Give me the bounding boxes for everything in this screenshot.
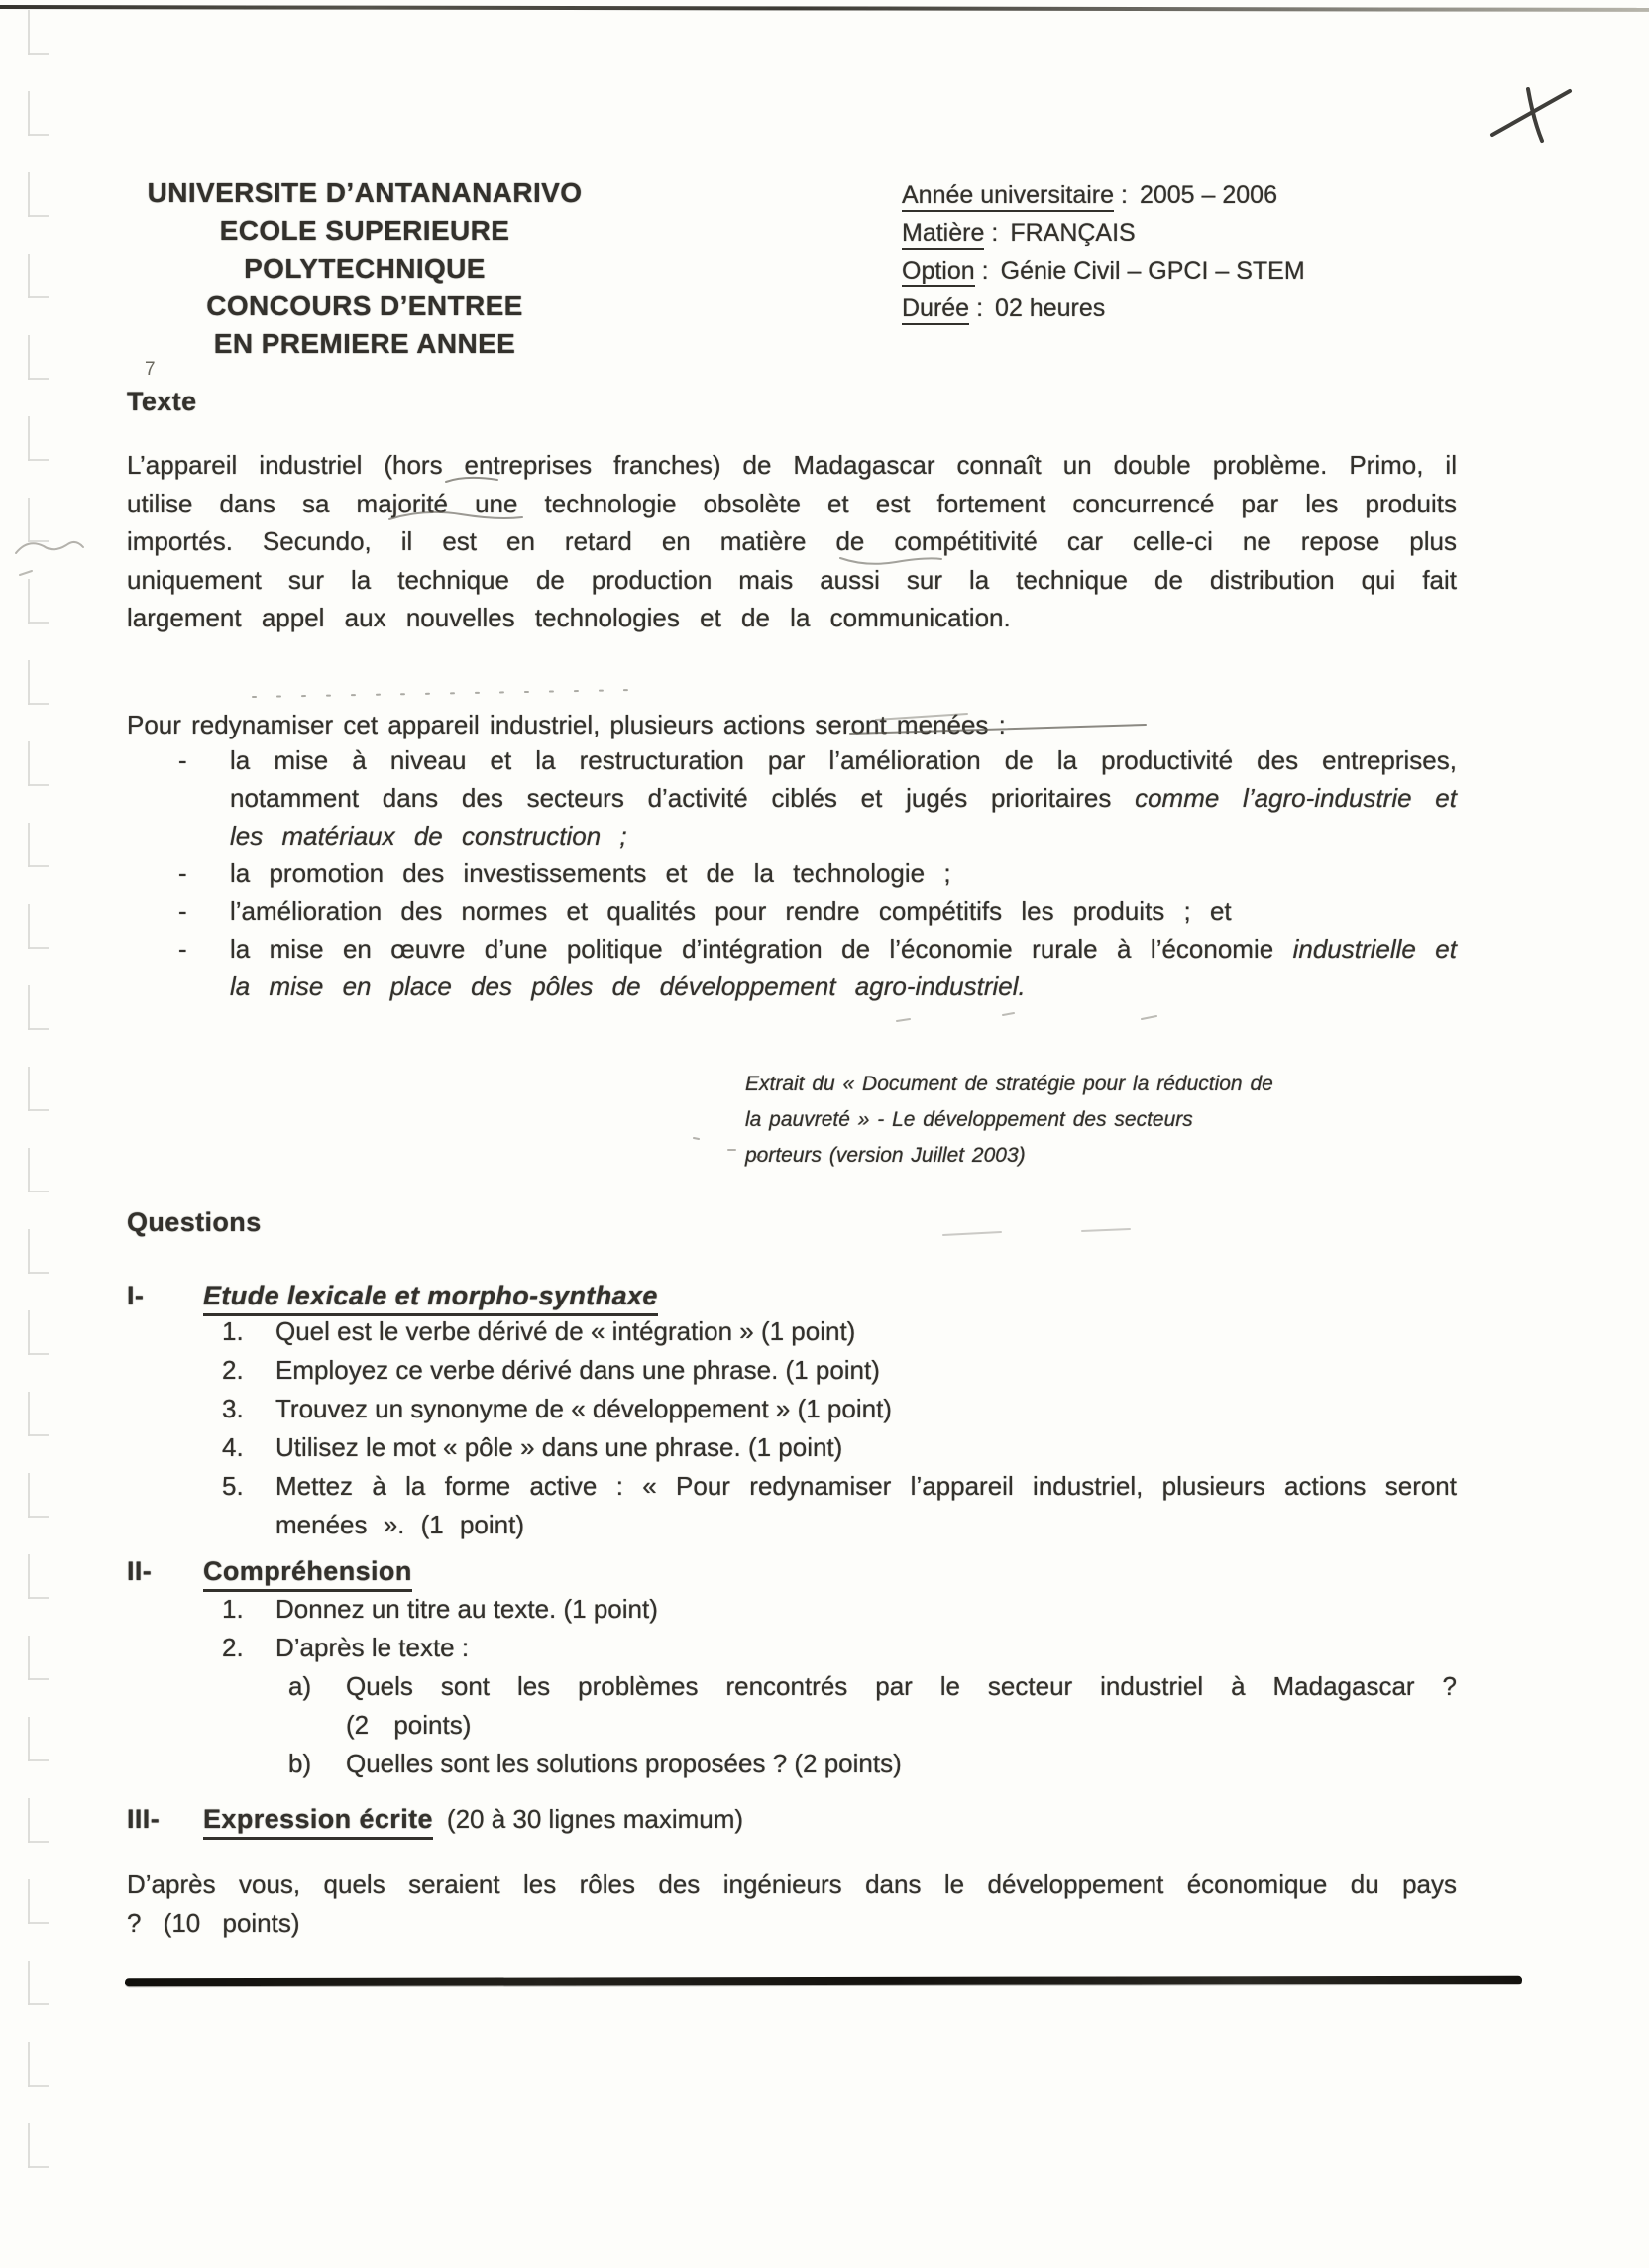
list-item [127, 892, 1457, 930]
scan-left-edge-hooks [28, 10, 49, 2171]
question-text: Trouvez un synonyme de « développement » (1 point) [275, 1394, 892, 1423]
question-number: 1. [222, 1594, 244, 1624]
section-ii-title: Compréhension [203, 1556, 412, 1592]
bullet-dash: - [178, 934, 187, 964]
list-item [127, 854, 1457, 892]
question-item [127, 1467, 1457, 1544]
list-item-text [230, 892, 1457, 930]
bullet-dash: - [178, 745, 187, 775]
scan-top-edge-artifact [0, 5, 1649, 12]
question-item [127, 1351, 1457, 1390]
question-number: 3. [222, 1394, 244, 1423]
list-item-text-italic: comme l’agro-industrie et les matériaux de construction ; [230, 783, 1457, 850]
question-subitem [127, 1745, 1457, 1783]
question-item [127, 1590, 1457, 1629]
question-number: 2. [222, 1355, 244, 1385]
section-iii-numeral: III- [127, 1804, 161, 1834]
question-item [127, 1428, 1457, 1467]
institution-line-year: EN PREMIERE ANNEE [213, 328, 516, 359]
question-text: Quel est le verbe dérivé de « intégration » (1 point) [275, 1316, 856, 1346]
section-iii-heading [127, 1804, 743, 1840]
list-item-text-normal: la promotion des investissements et de la technologie ; [230, 858, 951, 888]
question-number: 4. [222, 1432, 244, 1462]
section-i-items [127, 1312, 1457, 1544]
meta-value-matiere: FRANÇAIS [1010, 219, 1136, 247]
question-item [127, 1312, 1457, 1351]
section-iii-title: Expression écrite [203, 1804, 433, 1840]
question-text: D’après le texte : [275, 1633, 470, 1662]
bullet-dash: - [178, 896, 187, 926]
list-item-text [230, 854, 1457, 892]
meta-value-duree: 02 heures [995, 294, 1106, 322]
institution-block [117, 174, 612, 363]
section-ii-items [127, 1590, 1457, 1783]
meta-value-option: Génie Civil – GPCI – STEM [1000, 257, 1305, 284]
meta-colon: : [991, 219, 999, 247]
list-item-text-italic: industrielle et la mise en place des pôles de développement agro-industriel. [230, 934, 1457, 1001]
exam-meta-block [902, 176, 1305, 327]
institution-line-concours: CONCOURS D’ENTREE [206, 290, 523, 321]
question-number: 2. [222, 1633, 244, 1662]
question-number: 1. [222, 1316, 244, 1346]
subquestion-text: Quels sont les problèmes rencontrés par le secteur industriel à Madagascar ? (2 points) [346, 1671, 1457, 1740]
section-ii-numeral: II- [127, 1556, 153, 1586]
meta-label-option: Option [902, 257, 975, 287]
meta-label-duree: Durée [902, 294, 969, 325]
list-item-text-normal: la mise à niveau et la restructuration par l’amélioration de la productivité des entreprises, notamment dans des secteurs d’activité ciblés et jugés prioritaires [230, 745, 1457, 813]
meta-row-duree [902, 289, 1305, 327]
texte-actions-intro: Pour redynamiser cet appareil industriel, plusieurs actions seront menées : [127, 710, 1006, 739]
meta-label-annee: Année universitaire [902, 181, 1114, 212]
stray-mark: 7 [145, 359, 156, 380]
bullet-dash: - [178, 858, 187, 888]
list-item-text-normal: l’amélioration des normes et qualités pour rendre compétitifs les produits ; et [230, 896, 1232, 926]
meta-label-matiere: Matière [902, 219, 984, 250]
meta-colon: : [981, 257, 989, 284]
institution-line-university: UNIVERSITE D’ANTANANARIVO [147, 177, 583, 208]
questions-heading: Questions [127, 1207, 262, 1237]
question-item [127, 1629, 1457, 1667]
question-text: Donnez un titre au texte. (1 point) [275, 1594, 658, 1624]
list-item-text [230, 930, 1457, 1005]
texte-heading: Texte [127, 387, 197, 416]
subquestion-label: a) [288, 1671, 312, 1701]
texte-paragraph: L’appareil industriel (hors entreprises franches) de Madagascar connaît un double problème. Primo, il utilise dans sa majorité une technologie obsolète et est fortement concurrencé par les produits importés. Secundo, il est en retard en matière de compétitivité car celle-ci ne repose plus uniquement sur la technique de production mais aussi sur la technique de distribution qui fait largement appel aux nouvelles technologies et de la communication. [127, 450, 1457, 632]
question-number: 5. [222, 1471, 244, 1501]
meta-colon: : [976, 294, 984, 322]
question-text: Employez ce verbe dérivé dans une phrase. (1 point) [275, 1355, 880, 1385]
meta-value-annee: 2005 – 2006 [1139, 181, 1277, 209]
list-item-text [230, 741, 1457, 854]
question-item [127, 1390, 1457, 1428]
institution-line-school: ECOLE SUPERIEURE POLYTECHNIQUE [219, 215, 510, 284]
subquestion-label: b) [288, 1749, 312, 1778]
meta-colon: : [1121, 181, 1128, 209]
scan-bottom-rule-artifact [125, 1976, 1522, 1986]
question-subitem [127, 1667, 1457, 1745]
question-text: Mettez à la forme active : « Pour redynamiser l’appareil industriel, plusieurs actions seront menées ». (1 point) [275, 1471, 1457, 1539]
section-i-title: Etude lexicale et morpho-synthaxe [203, 1281, 658, 1316]
section-i-numeral: I- [127, 1281, 145, 1310]
section-iii-constraint: (20 à 30 lignes maximum) [446, 1804, 744, 1834]
source-citation: Extrait du « Document de stratégie pour la réduction de la pauvreté » - Le développement des secteurs porteurs (version Juillet 2003) [745, 1073, 1273, 1167]
essay-prompt: D’après vous, quels seraient les rôles des ingénieurs dans le développement économique du pays ? (10 points) [127, 1870, 1457, 1938]
list-item-text-normal: la mise en œuvre d’une politique d’intégration de l’économie rurale à l’économie [230, 934, 1293, 964]
subquestion-text: Quelles sont les solutions proposées ? (2 points) [346, 1749, 902, 1778]
handwritten-x-mark [1484, 82, 1576, 148]
meta-row-matiere [902, 214, 1305, 252]
list-item [127, 741, 1457, 854]
section-i-heading [127, 1281, 658, 1316]
actions-list [127, 741, 1457, 1005]
meta-row-annee [902, 176, 1305, 214]
list-item [127, 930, 1457, 1005]
section-ii-heading [127, 1556, 412, 1592]
question-text: Utilisez le mot « pôle » dans une phrase. (1 point) [275, 1432, 843, 1462]
meta-row-option [902, 252, 1305, 289]
